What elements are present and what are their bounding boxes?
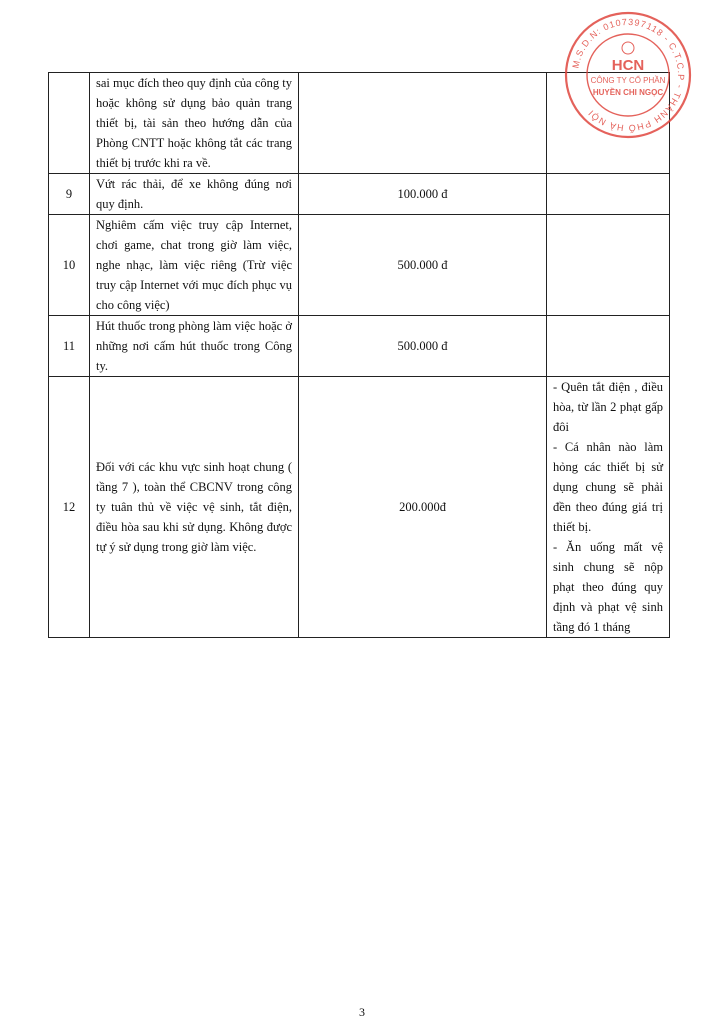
table-row <box>49 377 670 638</box>
row-number-cell <box>49 73 90 174</box>
table-row <box>49 215 670 316</box>
seal-emblem-icon <box>622 42 634 54</box>
penalty-table <box>48 72 670 638</box>
company-seal-stamp <box>563 10 693 140</box>
seal-line-1: CÔNG TY CỔ PHẦN <box>590 76 666 85</box>
seal-ring-text: M.S.D.N: 0107397118 - C.T.C.P - THÀNH PHỐ HÀ NỘI <box>570 16 687 134</box>
violation-content-cell: Hút thuốc trong phòng làm việc hoặc ở những nơi cấm hút thuốc trong Công ty. <box>90 316 299 377</box>
note-line: - Quên tắt điện , điều hòa, từ lần 2 phạt gấp đôi <box>553 380 663 434</box>
fine-amount-cell <box>299 73 547 174</box>
violation-content-cell: Đối với các khu vực sinh hoạt chung ( tầng 7 ), toàn thể CBCNV trong công ty tuân thủ về việc vệ sinh, tắt điện, điều hòa sau khi sử dụng. Không được tự ý sử dụng trong giờ làm việc. <box>90 377 299 638</box>
seal-line-2: HUYỀN CHI NGỌC <box>592 88 664 97</box>
note-cell <box>547 215 670 316</box>
note-cell <box>547 377 670 638</box>
page-number: 3 <box>359 1005 365 1019</box>
violation-content-cell: Nghiêm cấm việc truy cập Internet, chơi game, chat trong giờ làm việc, nghe nhạc, làm việc riêng (Trừ việc truy cập Internet với mục đích phục vụ cho công việc) <box>90 215 299 316</box>
fine-amount-cell: 500.000 đ <box>299 316 547 377</box>
row-number-cell: 9 <box>49 174 90 215</box>
note-cell <box>547 174 670 215</box>
fine-amount-cell: 500.000 đ <box>299 215 547 316</box>
row-number-cell: 11 <box>49 316 90 377</box>
fine-amount-cell: 200.000đ <box>299 377 547 638</box>
table-row <box>49 316 670 377</box>
violation-content-cell: Vứt rác thải, để xe không đúng nơi quy định. <box>90 174 299 215</box>
row-number-cell: 12 <box>49 377 90 638</box>
note-line: - Ăn uống mất vệ sinh chung sẽ nộp phạt theo đúng quy định và phạt vệ sinh tầng đó 1 tháng <box>553 540 663 634</box>
note-line: - Cá nhân nào làm hỏng các thiết bị sử dụng chung sẽ phải đền theo đúng giá trị thiết bị. <box>553 440 663 534</box>
fine-amount-cell: 100.000 đ <box>299 174 547 215</box>
note-cell <box>547 316 670 377</box>
row-number-cell: 10 <box>49 215 90 316</box>
table-row <box>49 174 670 215</box>
violation-content-cell: sai mục đích theo quy định của công ty hoặc không sử dụng bảo quản trang thiết bị, tài sản theo hướng dẫn của Phòng CNTT hoặc không tắt các trang thiết bị trước khi ra về. <box>90 73 299 174</box>
seal-logo-text: HCN <box>611 57 645 74</box>
